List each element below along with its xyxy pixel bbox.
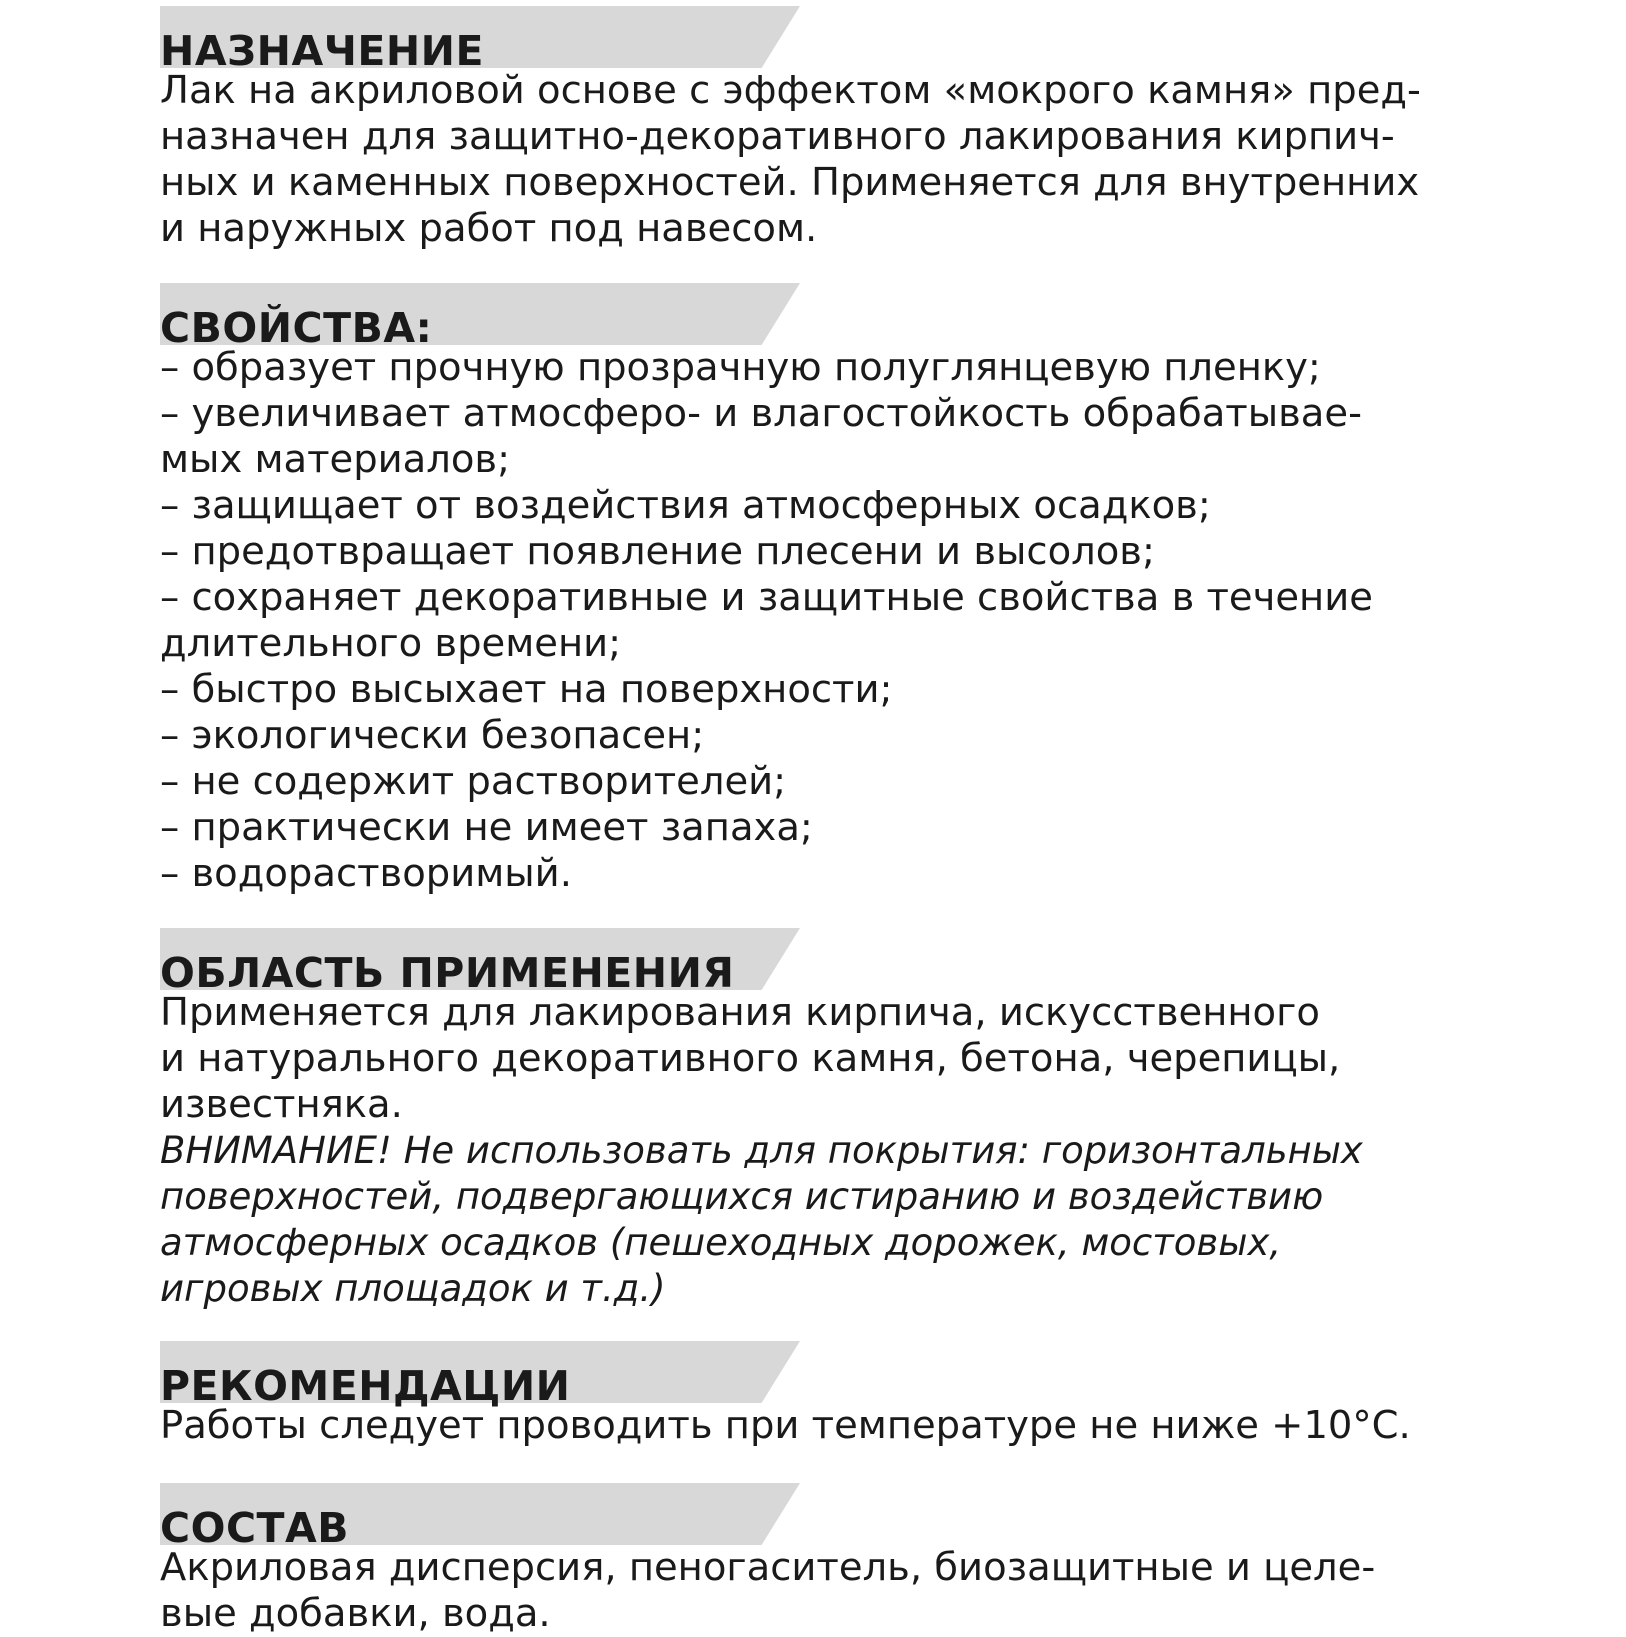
property-item: – сохраняет декоративные и защитные свойства в течение <box>160 575 1373 620</box>
property-item: – водорастворимый. <box>160 851 572 896</box>
text-line: известняка. <box>160 1082 403 1127</box>
text-line: и наружных работ под навесом. <box>160 206 818 251</box>
property-item: – предотвращает появление плесени и высолов; <box>160 529 1155 574</box>
section-properties <box>160 283 1480 897</box>
section-title-application: ОБЛАСТЬ ПРИМЕНЕНИЯ <box>160 949 735 997</box>
property-item: – защищает от воздействия атмосферных осадков; <box>160 483 1211 528</box>
text-line: ных и каменных поверхностей. Применяется для внутренних <box>160 160 1420 205</box>
property-item: длительного времени; <box>160 621 622 666</box>
property-item: – быстро высыхает на поверхности; <box>160 667 893 712</box>
section-heading-bar <box>160 283 800 352</box>
section-composition <box>160 1483 1480 1637</box>
warning-line: поверхностей, подвергающихся истиранию и воздействию <box>160 1175 1324 1218</box>
section-recommendations <box>160 1341 1480 1449</box>
section-heading-bar <box>160 928 800 997</box>
warning-line: игровых площадок и т.д.) <box>160 1267 666 1310</box>
property-item: мых материалов; <box>160 437 511 482</box>
property-item: – практически не имеет запаха; <box>160 805 813 850</box>
section-title-recommendations: РЕКОМЕНДАЦИИ <box>160 1362 571 1410</box>
text-line: Акриловая дисперсия, пеногаситель, биозащитные и целе- <box>160 1545 1376 1590</box>
property-item: – увеличивает атмосферо- и влагостойкость обрабатывае- <box>160 391 1362 436</box>
warning-line: атмосферных осадков (пешеходных дорожек, мостовых, <box>160 1221 1282 1264</box>
section-title-properties: СВОЙСТВА: <box>160 304 433 352</box>
section-body-composition <box>160 1545 1480 1637</box>
section-title-purpose: НАЗНАЧЕНИЕ <box>160 27 484 75</box>
text-line: назначен для защитно-декоративного лакирования кирпич- <box>160 114 1395 159</box>
property-item: – не содержит растворителей; <box>160 759 787 804</box>
section-heading-bar <box>160 6 800 75</box>
text-line: вые добавки, вода. <box>160 1591 551 1636</box>
property-item: – образует прочную прозрачную полуглянцевую пленку; <box>160 345 1321 390</box>
warning-line: ВНИМАНИЕ! Не использовать для покрытия: горизонтальных <box>160 1129 1363 1172</box>
text-line: Применяется для лакирования кирпича, искусственного <box>160 990 1320 1035</box>
text-line: и натурального декоративного камня, бетона, черепицы, <box>160 1036 1341 1081</box>
properties-list <box>160 345 1480 897</box>
section-purpose <box>160 6 1480 252</box>
section-heading-bar <box>160 1341 800 1410</box>
section-application <box>160 928 1480 1312</box>
section-body-application <box>160 990 1480 1312</box>
section-body-purpose <box>160 68 1480 252</box>
section-heading-bar <box>160 1483 800 1552</box>
section-title-composition: СОСТАВ <box>160 1504 349 1552</box>
text-line: Лак на акриловой основе с эффектом «мокрого камня» пред- <box>160 68 1421 113</box>
text-line: Работы следует проводить при температуре не ниже +10°С. <box>160 1403 1411 1448</box>
property-item: – экологически безопасен; <box>160 713 705 758</box>
